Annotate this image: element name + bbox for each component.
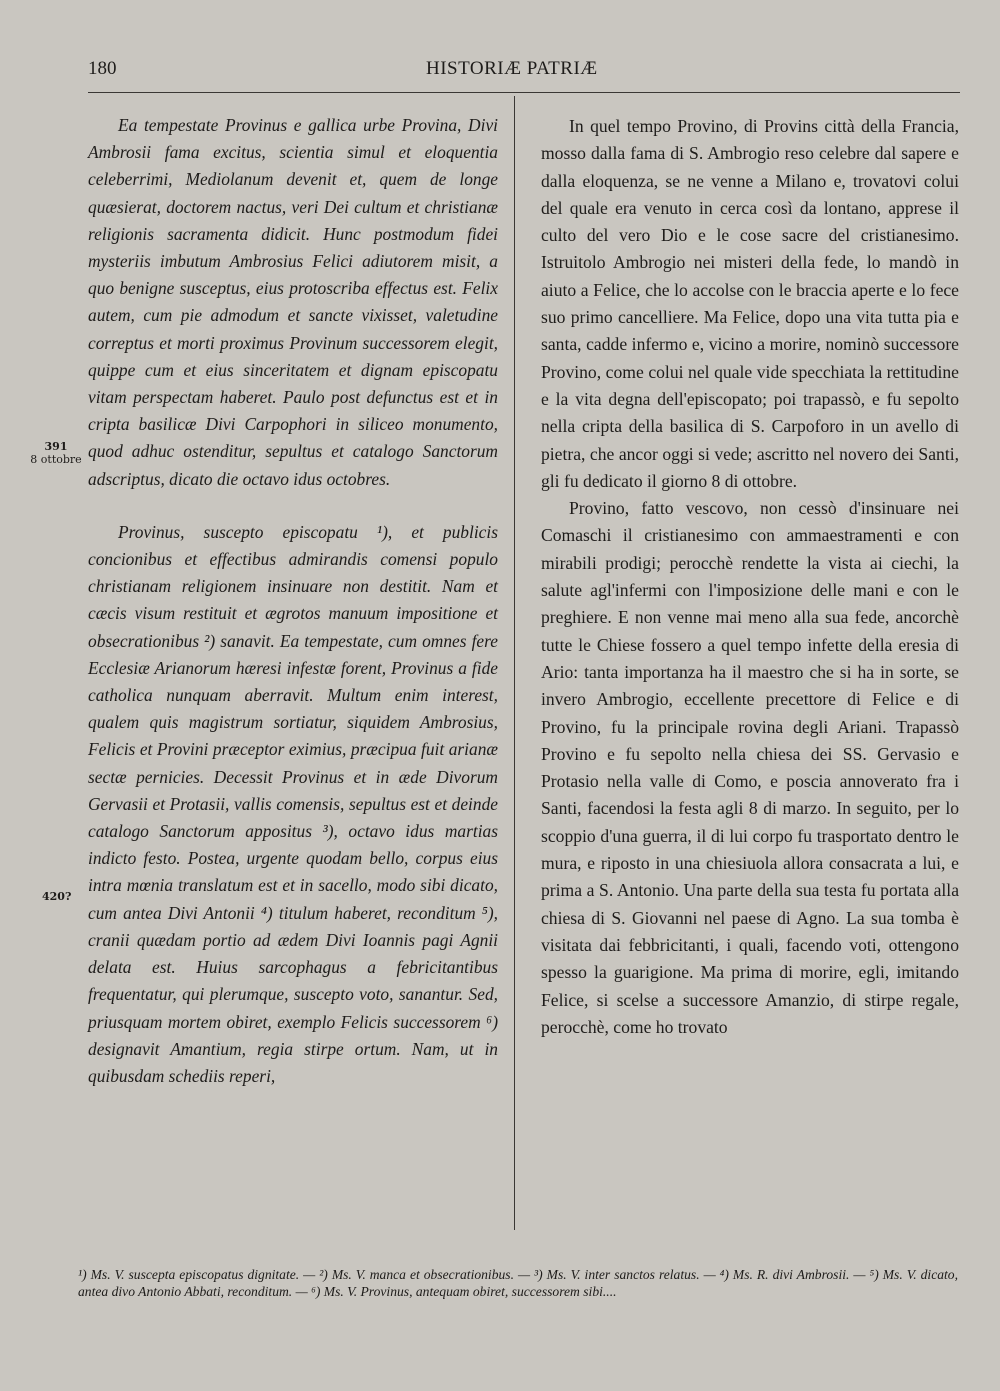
italian-column xyxy=(541,113,959,1041)
page-number: 180 xyxy=(88,58,117,79)
page-header xyxy=(88,58,958,88)
margin-note-date: 8 ottobre xyxy=(30,453,82,466)
running-title: HISTORIÆ PATRIÆ xyxy=(426,58,598,79)
footnotes: ¹) Ms. V. suscepta episcopatus dignitate. — ²) Ms. V. manca et obsecrationibus. — ³) Ms. V. inter sanctos relatus. — ⁴) Ms. R. divi Ambrosii. — ⁵) Ms. V. dicato, antea divo Antonio Abbati, reconditum. — ⁶) Ms. V. Provinus, antequam obiret, successorem sibi.... xyxy=(78,1267,958,1299)
margin-note-420: 420? xyxy=(42,890,72,903)
latin-column xyxy=(88,112,498,1090)
margin-note-391 xyxy=(28,440,84,466)
latin-paragraph-2: Provinus, suscepto episcopatu ¹), et publicis concionibus et effectibus admirandis comensi populo christianam religionem insinuare non destitit. Nam et cæcis visum restituit et ægrotos manuum impositione et obsecrationibus ²) sanavit. Ea tempestate, cum omnes fere Ecclesiæ Arianorum hæresi infestæ forent, Provinus a fide catholica nunquam aberravit. Multum enim interest, qualem quis magistrum sortiatur, siquidem Ambrosius, Felicis et Provini præceptor eximius, præcipua fuit arianæ sectæ pernicies. Decessit Provinus et in æde Divorum Gervasii et Protasii, vallis comensis, sepultus est et deinde catalogo Sanctorum appositus ³), octavo idus martias indicto festo. Postea, urgente quodam bello, corpus eius intra mœnia translatum est et in sacello, modo sibi dicato, cum antea Divi Antonii ⁴) titulum haberet, reconditum ⁵), cranii quædam portio ad ædem Divi Ioannis pagi Agnii delata est. Huius sarcophagus a febricitantibus frequentatur, qui plerumque, suscepto voto, sanantur. Sed, priusquam mortem obiret, exemplo Felicis successorem ⁶) designavit Amantium, regia stirpe ortum. Nam, ut in quibusdam schediis reperi, xyxy=(88,521,498,1086)
latin-paragraph-1: Ea tempestate Provinus e gallica urbe Provina, Divi Ambrosii fama excitus, scientia simul et eloquentia celeberrimi, Mediolanum devenit et, quem de longe quæsierat, doctorem nactus, veri Dei cultum et christianæ religionis sacramenta didicit. Hunc postmodum fidei mysteriis imbutum Ambrosius Felici adiutorem misit, a quo benigne susceptus, eius protoscriba effectus est. Felix autem, cum pie admodum et sancte vixisset, valetudine correptus et morti proximus Provinum successorem elegit, quippe cum et eius sinceritatem et dignam episcopatu vitam perspectam haberet. Paulo post defunctus est et in cripta basilicæ Divi Carpophori in siliceo monumento, quod adhuc ostenditur, sepultus et catalogo Sanctorum adscriptus, dicato die octavo idus octobres. xyxy=(88,115,498,489)
italian-paragraph-1: In quel tempo Provino, di Provins città della Francia, mosso dalla fama di S. Ambrogio reso celebre dal sapere e dalla eloquenza, se ne venne a Milano e, trovatovi colui del quale era venuto in cerca così da lontano, apprese il culto del vero Dio e le cose sacre del cristianesimo. Istruitolo Ambrogio nei misteri della fede, lo mandò in aiuto a Felice, che lo accolse con le braccia aperte e lo fece suo primo cancelliere. Ma Felice, dopo una vita tutta pia e santa, cadde infermo e, vicino a morire, nominò successore Provino, come colui nel quale vide specchiata la rettitudine e la vita degna dell'episcopato; poi trapassò, e fu sepolto nella cripta della basilica di S. Carpoforo in un avello di pietra, che ancor oggi si vede; ascritto nel novero dei Santi, gli fu dedicato il giorno 8 di ottobre. xyxy=(541,116,959,491)
italian-paragraph-2: Provino, fatto vescovo, non cessò d'insinuare nei Comaschi il cristianesimo con ammaestramenti e con mirabili prodigi; perocchè rendette la vista ai ciechi, la salute agl'infermi con l'imposizione delle mani e con le preghiere. E non venne mai meno alla sua fede, ancorchè tutte le Chiese fossero a quel tempo infette della eresia di Ario: tanta importanza ha il maestro che si ha in sorte, se invero Ambrogio, eccellente precettore di Felice e di Provino, fu la principale rovina degli Ariani. Trapassò Provino e fu sepolto nella chiesa dei SS. Gervasio e Protasio nella valle di Como, e poscia annoverato fra i Santi, facendosi la festa agli 8 di marzo. In seguito, per lo scoppio d'una guerra, il di lui corpo fu trasportato dentro le mura, e riposto in una chiesiuola allora consacrata a lui, e prima a S. Antonio. Una parte della sua testa fu portata alla chiesa di S. Giovanni nel paese di Agno. La sua tomba è visitata dai febbricitanti, i quali, facendo voti, ottengono spesso la guarigione. Ma prima di morire, egli, imitando Felice, si scelse a successore Amanzio, di stirpe regale, perocchè, come ho trovato xyxy=(541,498,959,1037)
column-divider xyxy=(514,96,515,1230)
header-rule xyxy=(88,92,960,93)
margin-note-year: 391 xyxy=(44,440,68,453)
